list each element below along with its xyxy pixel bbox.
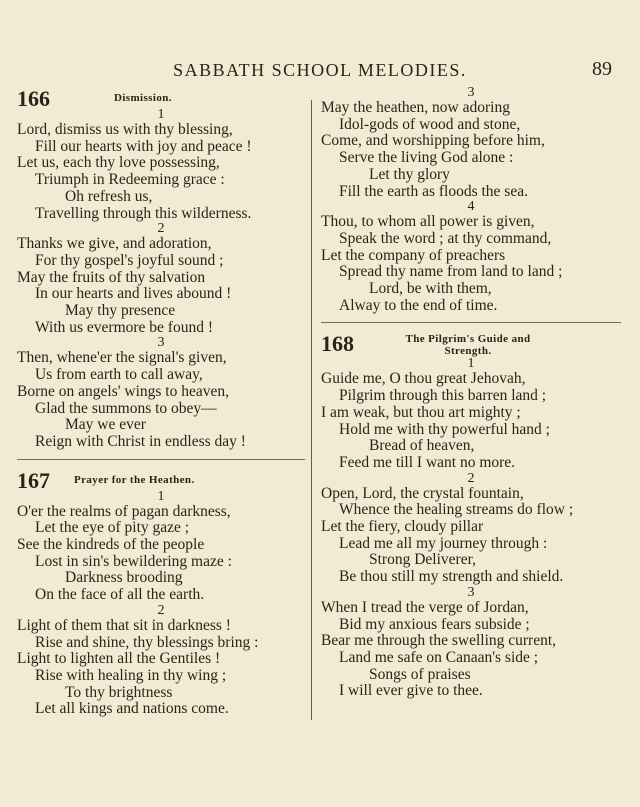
- stanza: [321, 200, 621, 314]
- verse-line: I am weak, but thou art mighty ;: [321, 403, 521, 421]
- verse-line: Lead me all my journey through :: [339, 534, 548, 552]
- column-divider: [311, 100, 312, 720]
- stanza-number: 3: [157, 335, 165, 351]
- verse-line: Idol-gods of wood and stone,: [339, 115, 521, 133]
- verse-line: Pilgrim through this barren land ;: [339, 387, 547, 405]
- hymn-title: Dismission.: [114, 92, 172, 104]
- verse-line: May the heathen, now adoring: [321, 99, 510, 116]
- verse-line: Fill our hearts with joy and peace !: [35, 137, 252, 155]
- hymn-167-continued: [321, 86, 621, 314]
- verse-line: Let the company of preachers: [321, 246, 506, 264]
- verse-line: Glad the summons to obey—: [35, 399, 217, 417]
- left-column: [17, 86, 305, 718]
- stanza: [17, 490, 305, 604]
- verse-line: Hold me with thy powerful hand ;: [339, 420, 550, 438]
- verse-line: May the fruits of thy salvation: [17, 268, 206, 286]
- stanza-number: 2: [467, 470, 475, 486]
- verse-line: Lord, be with them,: [369, 280, 492, 298]
- stanza-number: 4: [467, 199, 475, 215]
- page-number: 89: [592, 58, 612, 80]
- stanza: [321, 586, 621, 700]
- stanza-number: 1: [157, 488, 165, 504]
- stanza-number: 1: [157, 107, 165, 122]
- verse-line: Let us, each thy love possessing,: [17, 154, 220, 172]
- verse-line: Thanks we give, and adoration,: [17, 235, 212, 253]
- hymn-number: 166: [17, 86, 50, 111]
- verse-line: Reign with Christ in endless day !: [35, 432, 246, 450]
- verse-line: Spread thy name from land to land ;: [339, 263, 563, 281]
- verse-line: Songs of praises: [369, 665, 471, 683]
- verse-line: Then, whene'er the signal's given,: [17, 349, 227, 367]
- right-column: [321, 86, 621, 700]
- hymn-168: [321, 331, 621, 700]
- hymn-167: [17, 468, 305, 718]
- hymn-166: [17, 86, 305, 451]
- verse-line: Fill the earth as floods the sea.: [339, 182, 528, 200]
- stanza: [17, 604, 305, 718]
- verse-line: Rise with healing in thy wing ;: [35, 666, 227, 684]
- verse-line: Bid my anxious fears subside ;: [339, 615, 530, 633]
- verse-line: Land me safe on Canaan's side ;: [339, 648, 539, 666]
- stanza: [17, 336, 305, 450]
- verse-line: Travelling through this wilderness.: [35, 204, 252, 222]
- verse-line: Us from earth to call away,: [35, 366, 203, 384]
- verse-line: Come, and worshipping before him,: [321, 132, 545, 150]
- verse-line: For thy gospel's joyful sound ;: [35, 251, 224, 269]
- stanza: [321, 357, 621, 471]
- verse-line: May we ever: [65, 416, 146, 434]
- hymn-title-line: Strength.: [444, 345, 492, 358]
- verse-line: See the kindreds of the people: [17, 536, 205, 554]
- verse-line: Lost in sin's bewildering maze :: [35, 552, 232, 570]
- verse-line: Borne on angels' wings to heaven,: [17, 382, 229, 400]
- running-head: SABBATH SCHOOL MELODIES.: [173, 60, 467, 80]
- stanza-number: 3: [467, 584, 475, 600]
- verse-line: On the face of all the earth.: [35, 586, 205, 604]
- verse-line: With us evermore be found !: [35, 318, 214, 336]
- section-rule: [17, 459, 305, 460]
- verse-line: Alway to the end of time.: [339, 296, 498, 314]
- stanza-number: 1: [467, 356, 475, 372]
- verse-line: Open, Lord, the crystal fountain,: [321, 484, 524, 502]
- verse-line: To thy brightness: [65, 683, 173, 701]
- verse-line: Oh refresh us,: [65, 187, 153, 205]
- verse-line: Speak the word ; at thy command,: [339, 229, 552, 247]
- verse-line: Be thou still my strength and shield.: [339, 568, 564, 586]
- verse-line: Darkness brooding: [65, 569, 183, 587]
- stanza-number: 2: [157, 221, 165, 237]
- verse-line: Bread of heaven,: [369, 437, 475, 455]
- verse-line: Let thy glory: [369, 165, 450, 183]
- stanza: [17, 222, 305, 336]
- hymn-title-line: The Pilgrim's Guide and: [405, 333, 531, 346]
- verse-line: Serve the living God alone :: [339, 149, 514, 167]
- verse-line: Light of them that sit in darkness !: [17, 616, 231, 634]
- verse-line: Feed me till I want no more.: [339, 453, 516, 471]
- verse-line: Guide me, O thou great Jehovah,: [321, 370, 526, 388]
- verse-line: Light to lighten all the Gentiles !: [17, 650, 221, 668]
- verse-line: Bear me through the swelling current,: [321, 632, 557, 650]
- verse-line: Let the fiery, cloudy pillar: [321, 518, 484, 536]
- verse-line: Let the eye of pity gaze ;: [35, 519, 190, 537]
- hymn-header: [321, 331, 621, 357]
- hymn-title: Prayer for the Heathen.: [74, 473, 195, 486]
- verse-line: Thou, to whom all power is given,: [321, 213, 535, 231]
- verse-line: Triumph in Redeeming grace :: [35, 171, 225, 189]
- stanza: [321, 472, 621, 586]
- hymn-header: [17, 86, 305, 111]
- hymn-title: [373, 333, 563, 357]
- hymn-number: 168: [321, 331, 354, 357]
- verse-line: Rise and shine, thy blessings bring :: [35, 633, 259, 651]
- verse-line: In our hearts and lives abound !: [35, 285, 232, 303]
- hymn-number: 167: [17, 467, 50, 493]
- verse-line: Whence the healing streams do flow ;: [339, 501, 574, 519]
- stanza: [321, 86, 621, 200]
- verse-line: Let all kings and nations come.: [35, 700, 229, 718]
- verse-line: Strong Deliverer,: [369, 551, 476, 569]
- verse-line: When I tread the verge of Jordan,: [321, 598, 529, 616]
- hymn-header: [17, 467, 305, 493]
- verse-line: I will ever give to thee.: [339, 682, 483, 700]
- section-rule: [321, 322, 621, 323]
- verse-line: O'er the realms of pagan darkness,: [17, 502, 231, 520]
- verse-line: May thy presence: [65, 302, 176, 320]
- stanza-number: 3: [467, 85, 475, 100]
- verse-line: Lord, dismiss us with thy blessing,: [17, 121, 233, 138]
- stanza-number: 2: [157, 602, 165, 618]
- stanza: [17, 108, 305, 222]
